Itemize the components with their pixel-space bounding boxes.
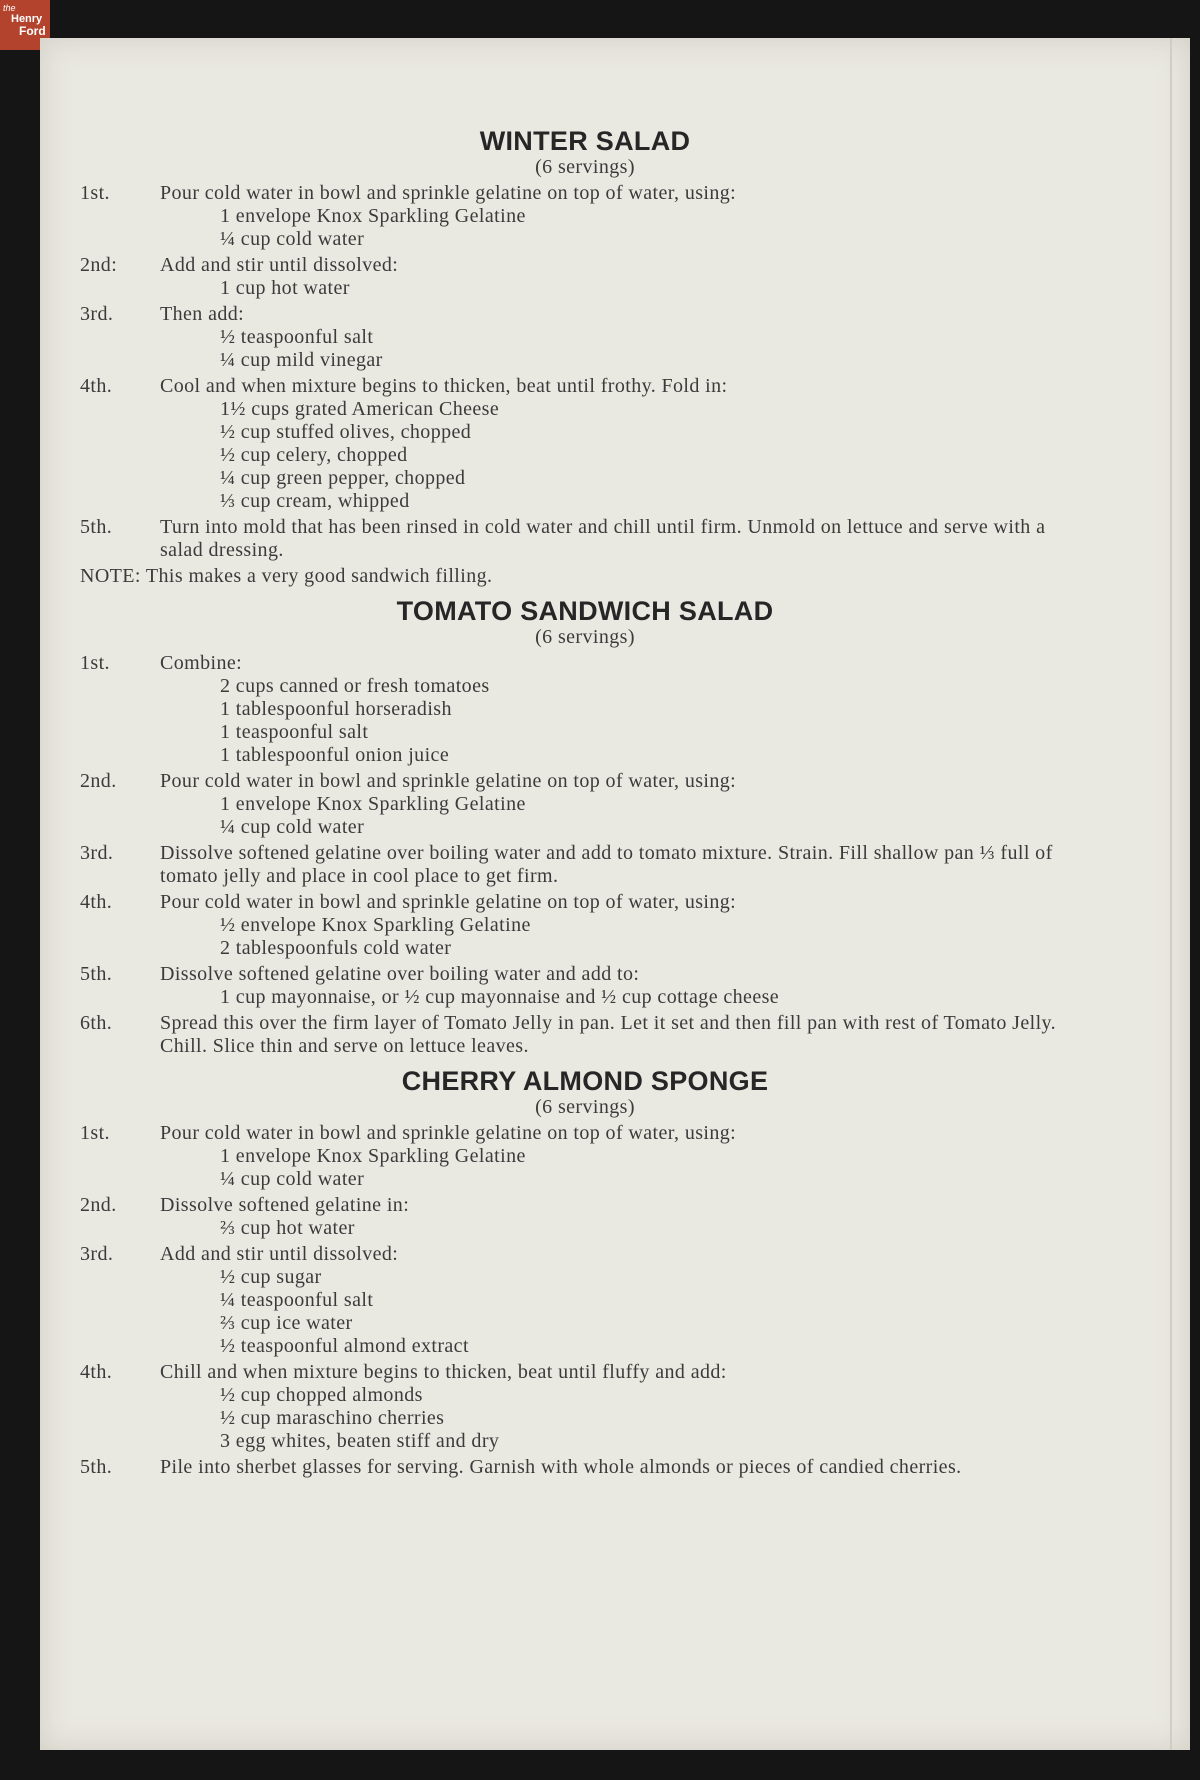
step-number: 5th. [80, 516, 113, 538]
ingredient-line: 1 tablespoonful onion juice [220, 744, 450, 766]
ingredient-line: ½ cup stuffed olives, chopped [220, 421, 472, 443]
step-text: Add and stir until dissolved: [160, 1243, 399, 1265]
step-text: Spread this over the firm layer of Tomato Jelly in pan. Let it set and then fill pan with rest of Tomato Jelly. Chill. Slice thin and serve on lettuce leaves. [160, 1012, 1057, 1057]
recipe-step [80, 1456, 1090, 1479]
recipe-step [80, 1361, 1090, 1453]
step-number: 1st. [80, 182, 110, 204]
ingredient-line: ¼ cup cold water [220, 228, 365, 250]
step-number: 3rd. [80, 1243, 114, 1265]
recipe-note: NOTE: This makes a very good sandwich filling. [80, 565, 493, 587]
ingredient-line: 1 cup hot water [220, 277, 350, 299]
ingredient-line: ⅓ cup cream, whipped [220, 490, 410, 512]
ingredient-line: ⅔ cup hot water [220, 1217, 355, 1239]
ingredient-line: ¼ cup cold water [220, 816, 365, 838]
recipe-step [80, 770, 1090, 839]
recipe-section [80, 126, 1090, 588]
step-text: Turn into mold that has been rinsed in cold water and chill until firm. Unmold on lettuce and serve with a salad dressing. [160, 516, 1046, 561]
recipe-step [80, 516, 1090, 562]
recipe-step [80, 254, 1090, 300]
step-body [160, 254, 1090, 300]
ingredient-line: 1½ cups grated American Cheese [220, 398, 500, 420]
ingredient-line: ½ envelope Knox Sparkling Gelatine [220, 914, 531, 936]
ingredient-line: ½ teaspoonful salt [220, 326, 374, 348]
recipe-title: WINTER SALAD [479, 126, 691, 156]
step-body [160, 182, 1090, 251]
recipe-title: CHERRY ALMOND SPONGE [401, 1066, 769, 1096]
recipe-step [80, 1194, 1090, 1240]
recipe-step [80, 842, 1090, 888]
step-number: 2nd. [80, 1194, 117, 1216]
recipe-servings: (6 servings) [535, 156, 635, 178]
ingredient-line: 1 teaspoonful salt [220, 721, 369, 743]
step-body [160, 770, 1090, 839]
step-text: Pour cold water in bowl and sprinkle gelatine on top of water, using: [160, 770, 737, 792]
ingredient-line: 1 envelope Knox Sparkling Gelatine [220, 1145, 526, 1167]
ingredient-line: ½ cup celery, chopped [220, 444, 408, 466]
ingredient-line: ½ cup chopped almonds [220, 1384, 423, 1406]
step-body [160, 516, 1090, 562]
step-body [160, 891, 1090, 960]
ingredient-line: 1 cup mayonnaise, or ½ cup mayonnaise and ½ cup cottage cheese [220, 986, 780, 1008]
step-number: 4th. [80, 891, 113, 913]
step-number: 2nd: [80, 254, 118, 276]
logo-line-3: Ford [19, 24, 46, 38]
recipe-step [80, 652, 1090, 767]
step-body [160, 652, 1090, 767]
recipe-section [80, 1066, 1090, 1479]
step-text: Then add: [160, 303, 245, 325]
ingredient-line: 2 cups canned or fresh tomatoes [220, 675, 490, 697]
step-body [160, 1194, 1090, 1240]
recipe-step [80, 303, 1090, 372]
recipe-step [80, 375, 1090, 513]
ingredient-line: ½ cup sugar [220, 1266, 322, 1288]
step-body [160, 1012, 1090, 1058]
step-number: 3rd. [80, 303, 114, 325]
step-text: Dissolve softened gelatine over boiling water and add to tomato mixture. Strain. Fill shallow pan ⅓ full of tomato jelly and place in cool place to get firm. [160, 842, 1053, 887]
page-fold-line [1170, 38, 1172, 1750]
recipe-step [80, 1243, 1090, 1358]
ingredient-line: ½ teaspoonful almond extract [220, 1335, 469, 1357]
recipe-step [80, 182, 1090, 251]
step-number: 3rd. [80, 842, 114, 864]
step-body [160, 1243, 1090, 1358]
step-number: 6th. [80, 1012, 113, 1034]
step-text: Pour cold water in bowl and sprinkle gelatine on top of water, using: [160, 891, 737, 913]
step-body [160, 1361, 1090, 1453]
recipe-step [80, 891, 1090, 960]
step-number: 2nd. [80, 770, 117, 792]
recipe-section [80, 596, 1090, 1058]
step-body [160, 375, 1090, 513]
step-text: Cool and when mixture begins to thicken, beat until frothy. Fold in: [160, 375, 728, 397]
step-text: Dissolve softened gelatine over boiling water and add to: [160, 963, 640, 985]
ingredient-line: ⅔ cup ice water [220, 1312, 353, 1334]
step-number: 1st. [80, 652, 110, 674]
ingredient-line: ½ cup maraschino cherries [220, 1407, 445, 1429]
ingredient-line: ¼ teaspoonful salt [220, 1289, 374, 1311]
logo-line-1: the [3, 3, 16, 13]
ingredient-line: ¼ cup cold water [220, 1168, 365, 1190]
ingredient-line: ¼ cup green pepper, chopped [220, 467, 466, 489]
step-number: 5th. [80, 1456, 113, 1478]
recipe-step [80, 1122, 1090, 1191]
ingredient-line: 2 tablespoonfuls cold water [220, 937, 452, 959]
recipe-servings: (6 servings) [535, 626, 635, 648]
recipe-step [80, 963, 1090, 1009]
step-text: Combine: [160, 652, 243, 674]
step-number: 4th. [80, 1361, 113, 1383]
step-text: Chill and when mixture begins to thicken, beat until fluffy and add: [160, 1361, 727, 1383]
step-text: Dissolve softened gelatine in: [160, 1194, 410, 1216]
recipe-content [80, 118, 1090, 1479]
ingredient-line: 3 egg whites, beaten stiff and dry [220, 1430, 500, 1452]
step-number: 4th. [80, 375, 113, 397]
logo-line-2: Henry [11, 13, 43, 25]
ingredient-line: 1 envelope Knox Sparkling Gelatine [220, 793, 526, 815]
step-text: Add and stir until dissolved: [160, 254, 399, 276]
ingredient-line: 1 envelope Knox Sparkling Gelatine [220, 205, 526, 227]
step-body [160, 1456, 1090, 1479]
recipe-step [80, 1012, 1090, 1058]
step-number: 1st. [80, 1122, 110, 1144]
ingredient-line: ¼ cup mild vinegar [220, 349, 383, 371]
step-body [160, 842, 1090, 888]
ingredient-line: 1 tablespoonful horseradish [220, 698, 452, 720]
recipe-servings: (6 servings) [535, 1096, 635, 1118]
step-body [160, 303, 1090, 372]
step-body [160, 963, 1090, 1009]
step-text: Pile into sherbet glasses for serving. Garnish with whole almonds or pieces of candied cherries. [160, 1456, 962, 1478]
step-body [160, 1122, 1090, 1191]
step-number: 5th. [80, 963, 113, 985]
recipe-title: TOMATO SANDWICH SALAD [396, 596, 774, 626]
step-text: Pour cold water in bowl and sprinkle gelatine on top of water, using: [160, 182, 737, 204]
step-text: Pour cold water in bowl and sprinkle gelatine on top of water, using: [160, 1122, 737, 1144]
